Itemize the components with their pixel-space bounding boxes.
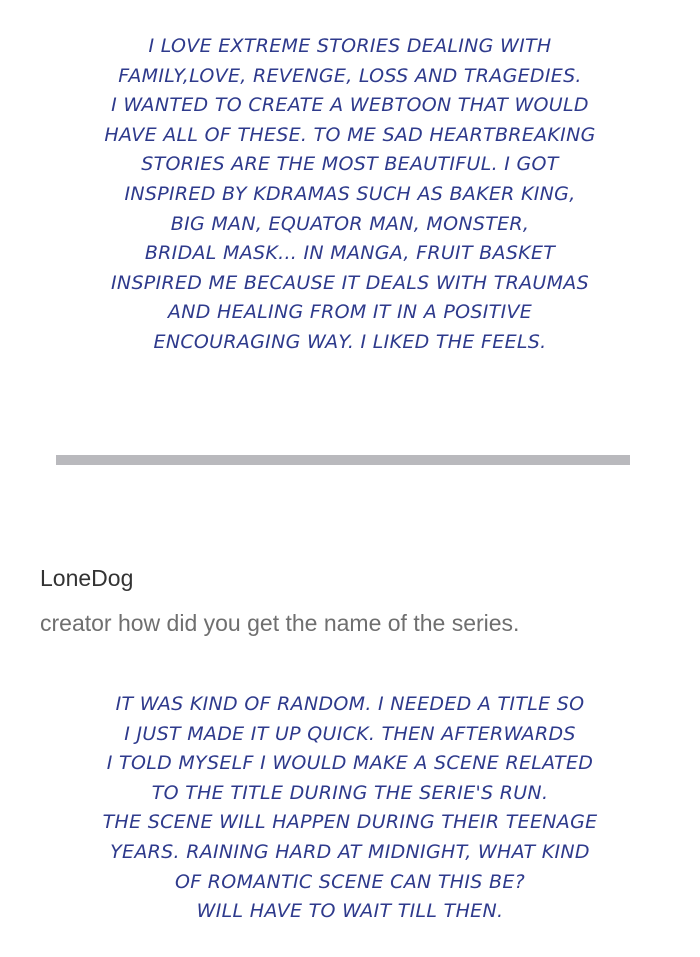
answer-1-line: BIG MAN, EQUATOR MAN, MONSTER,	[170, 212, 530, 235]
answer-1-line: INSPIRED ME BECAUSE IT DEALS WITH TRAUMAS	[111, 271, 589, 294]
answer-2-line: IT WAS KIND OF RANDOM. I NEEDED A TITLE SO	[115, 693, 585, 715]
answer-1-line: I WANTED TO CREATE A WEBTOON THAT WOULD	[111, 94, 589, 117]
answer-1-line: ENCOURAGING WAY. I LIKED THE FEELS.	[153, 330, 547, 353]
answer-1-line: STORIES ARE THE MOST BEAUTIFUL. I GOT	[141, 153, 559, 176]
answer-2-line: WILL HAVE TO WAIT TILL THEN.	[196, 900, 504, 923]
answer-2-line: OF ROMANTIC SCENE CAN THIS BE?	[174, 870, 526, 893]
answer-1-line: INSPIRED BY KDRAMAS SUCH AS BAKER KING,	[124, 182, 576, 205]
answer-1-line: FAMILY,LOVE, REVENGE, LOSS AND TRAGEDIES.	[118, 64, 582, 87]
section-divider	[56, 455, 630, 465]
answer-1-line: AND HEALING FROM IT IN A POSITIVE	[167, 301, 533, 324]
answer-2-line: YEARS. RAINING HARD AT MIDNIGHT, WHAT KIND	[110, 840, 590, 863]
creator-answer-1	[0, 32, 700, 358]
comment-username[interactable]: LoneDog	[40, 565, 134, 591]
comment-text: creator how did you get the name of the series.	[40, 610, 520, 636]
answer-1-line: HAVE ALL OF THESE. TO ME SAD HEARTBREAKING	[104, 123, 596, 146]
answer-2-line: I JUST MADE IT UP QUICK. THEN AFTERWARDS	[124, 722, 576, 745]
answer-2-line: THE SCENE WILL HAPPEN DURING THEIR TEENAGE	[102, 811, 598, 834]
answer-2-line: TO THE TITLE DURING THE SERIE'S RUN.	[151, 781, 549, 804]
answer-1-line: I LOVE EXTREME STORIES DEALING WITH	[148, 35, 552, 57]
answer-2-line: I TOLD MYSELF I WOULD MAKE A SCENE RELATED	[106, 752, 594, 775]
creator-answer-2	[0, 690, 700, 927]
reader-comment	[0, 555, 700, 655]
answer-1-line: BRIDAL MASK... IN MANGA, FRUIT BASKET	[144, 242, 556, 265]
